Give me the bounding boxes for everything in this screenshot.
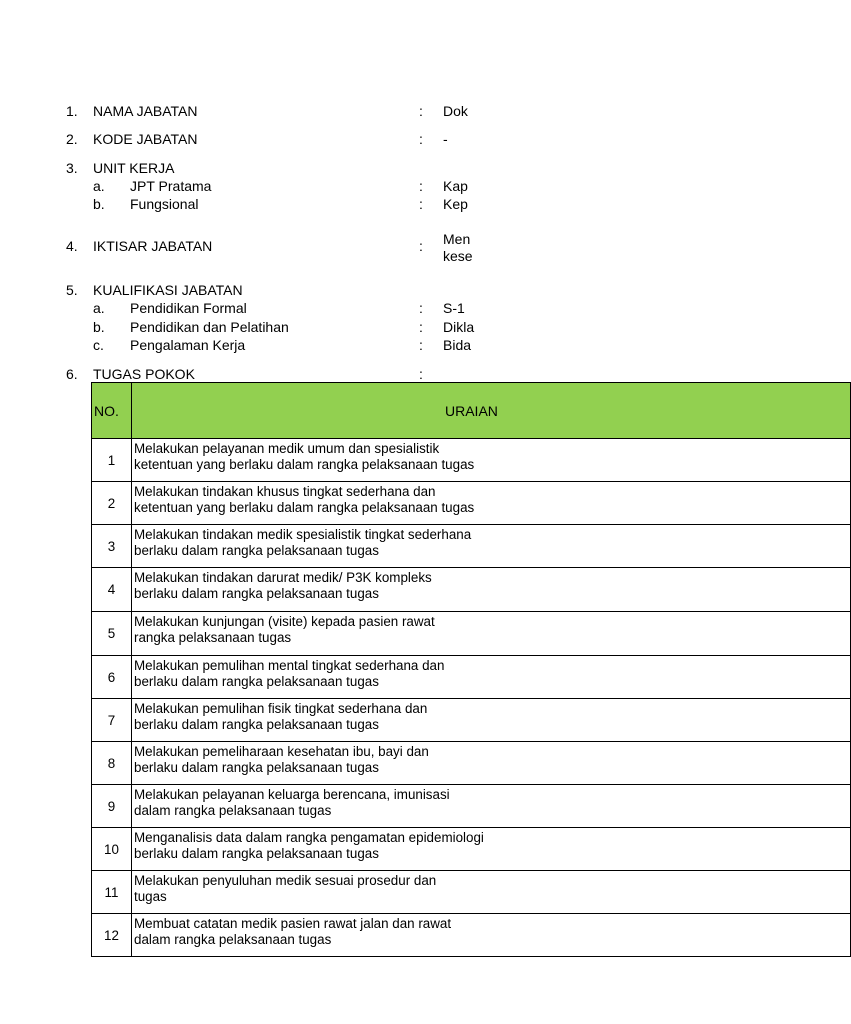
uraian-line-1: Membuat catatan medik pasien rawat jalan dan rawat xyxy=(134,916,452,931)
field-colon: : xyxy=(419,300,423,316)
subfield-value: Bida xyxy=(443,337,472,353)
row-number: 1 xyxy=(92,439,132,482)
field-colon: : xyxy=(419,238,423,254)
field-label: NAMA JABATAN xyxy=(93,103,198,119)
tugas-pokok-table xyxy=(91,382,851,957)
table-row xyxy=(92,439,851,482)
uraian-line-1: Melakukan penyuluhan medik sesuai prosedur dan xyxy=(134,873,437,888)
field-value: Dok xyxy=(443,103,468,119)
row-number: 6 xyxy=(92,656,132,699)
uraian-line-1: Melakukan kunjungan (visite) kepada pasien rawat xyxy=(134,614,435,629)
subfield-label: Pendidikan Formal xyxy=(130,300,247,316)
subfield-letter: b. xyxy=(93,196,105,212)
uraian-line-1: Melakukan pelayanan medik umum dan spesialistik xyxy=(134,441,440,456)
uraian-line-1: Melakukan tindakan medik spesialistik tingkat sederhana xyxy=(134,527,472,542)
subfield-letter: a. xyxy=(93,178,105,194)
field-number: 1. xyxy=(66,103,78,119)
table-row xyxy=(92,742,851,785)
uraian-line-1: Menganalisis data dalam rangka pengamatan epidemiologi xyxy=(134,830,484,845)
row-uraian xyxy=(132,568,851,612)
uraian-line-2: tugas xyxy=(134,889,167,904)
uraian-line-2: berlaku dalam rangka pelaksanaan tugas xyxy=(134,674,379,689)
uraian-line-2: ketentuan yang berlaku dalam rangka pelaksanaan tugas xyxy=(134,500,475,515)
uraian-line-2: dalam rangka pelaksanaan tugas xyxy=(134,932,332,947)
table-row xyxy=(92,482,851,525)
uraian-line-1: Melakukan pelayanan keluarga berencana, imunisasi xyxy=(134,787,450,802)
table-row xyxy=(92,699,851,742)
table-body xyxy=(92,439,851,957)
row-number: 12 xyxy=(92,914,132,957)
subfield-value: Kap xyxy=(443,178,468,194)
subfield-letter: b. xyxy=(93,319,105,335)
row-number: 11 xyxy=(92,871,132,914)
field-number: 5. xyxy=(66,282,78,298)
uraian-line-2: rangka pelaksanaan tugas xyxy=(134,630,292,645)
row-number: 2 xyxy=(92,482,132,525)
uraian-line-2: berlaku dalam rangka pelaksanaan tugas xyxy=(134,760,379,775)
table-header-row xyxy=(92,383,851,439)
row-number: 4 xyxy=(92,568,132,612)
uraian-line-2: ketentuan yang berlaku dalam rangka pelaksanaan tugas xyxy=(134,457,475,472)
field-colon: : xyxy=(419,319,423,335)
subfield-letter: c. xyxy=(93,337,104,353)
table-row xyxy=(92,656,851,699)
row-number: 8 xyxy=(92,742,132,785)
uraian-line-2: berlaku dalam rangka pelaksanaan tugas xyxy=(134,717,379,732)
field-colon: : xyxy=(419,131,423,147)
row-uraian xyxy=(132,656,851,699)
header-uraian: URAIAN xyxy=(132,383,851,439)
uraian-line-1: Melakukan pemeliharaan kesehatan ibu, bayi dan xyxy=(134,744,429,759)
uraian-line-2: berlaku dalam rangka pelaksanaan tugas xyxy=(134,846,379,861)
field-label: KODE JABATAN xyxy=(93,131,198,147)
field-label: KUALIFIKASI JABATAN xyxy=(93,282,243,298)
subfield-value: Dikla xyxy=(443,319,475,335)
table-row xyxy=(92,612,851,656)
row-uraian xyxy=(132,828,851,871)
row-uraian xyxy=(132,439,851,482)
uraian-line-2: berlaku dalam rangka pelaksanaan tugas xyxy=(134,543,379,558)
row-uraian xyxy=(132,699,851,742)
subfield-label: Fungsional xyxy=(130,196,199,212)
subfield-label: JPT Pratama xyxy=(130,178,212,194)
uraian-line-1: Melakukan tindakan khusus tingkat sederhana dan xyxy=(134,484,436,499)
field-colon: : xyxy=(419,103,423,119)
subfield-letter: a. xyxy=(93,300,105,316)
table-row xyxy=(92,914,851,957)
field-number: 6. xyxy=(66,366,78,382)
subfield-label: Pengalaman Kerja xyxy=(130,337,246,353)
subfield-value: S-1 xyxy=(443,300,465,316)
field-number: 4. xyxy=(66,238,78,254)
field-value: - xyxy=(443,131,448,147)
row-number: 10 xyxy=(92,828,132,871)
field-colon: : xyxy=(419,366,423,382)
table-row xyxy=(92,785,851,828)
subfield-label: Pendidikan dan Pelatihan xyxy=(130,319,289,335)
field-label: TUGAS POKOK xyxy=(93,366,195,382)
row-uraian xyxy=(132,785,851,828)
subfield-value: Kep xyxy=(443,196,468,212)
iktisar-value-line1: Men xyxy=(443,231,471,247)
row-uraian xyxy=(132,525,851,568)
row-uraian xyxy=(132,482,851,525)
field-label: UNIT KERJA xyxy=(93,160,175,176)
field-label: IKTISAR JABATAN xyxy=(93,238,213,254)
tugas-pokok-table-viewport xyxy=(91,382,498,947)
field-colon: : xyxy=(419,178,423,194)
row-number: 7 xyxy=(92,699,132,742)
row-uraian xyxy=(132,871,851,914)
uraian-line-1: Melakukan pemulihan mental tingkat sederhana dan xyxy=(134,658,445,673)
table-row xyxy=(92,525,851,568)
table-row xyxy=(92,871,851,914)
row-uraian xyxy=(132,612,851,656)
field-colon: : xyxy=(419,196,423,212)
field-number: 3. xyxy=(66,160,78,176)
row-number: 9 xyxy=(92,785,132,828)
row-number: 5 xyxy=(92,612,132,656)
uraian-line-2: dalam rangka pelaksanaan tugas xyxy=(134,803,332,818)
uraian-line-1: Melakukan tindakan darurat medik/ P3K kompleks xyxy=(134,570,432,585)
uraian-line-2: berlaku dalam rangka pelaksanaan tugas xyxy=(134,586,379,601)
row-uraian xyxy=(132,914,851,957)
iktisar-value-line2: kese xyxy=(443,248,473,264)
row-number: 3 xyxy=(92,525,132,568)
table-row xyxy=(92,568,851,612)
field-colon: : xyxy=(419,337,423,353)
header-no: NO. xyxy=(92,383,132,439)
uraian-line-1: Melakukan pemulihan fisik tingkat sederhana dan xyxy=(134,701,428,716)
table-row xyxy=(92,828,851,871)
row-uraian xyxy=(132,742,851,785)
field-number: 2. xyxy=(66,131,78,147)
